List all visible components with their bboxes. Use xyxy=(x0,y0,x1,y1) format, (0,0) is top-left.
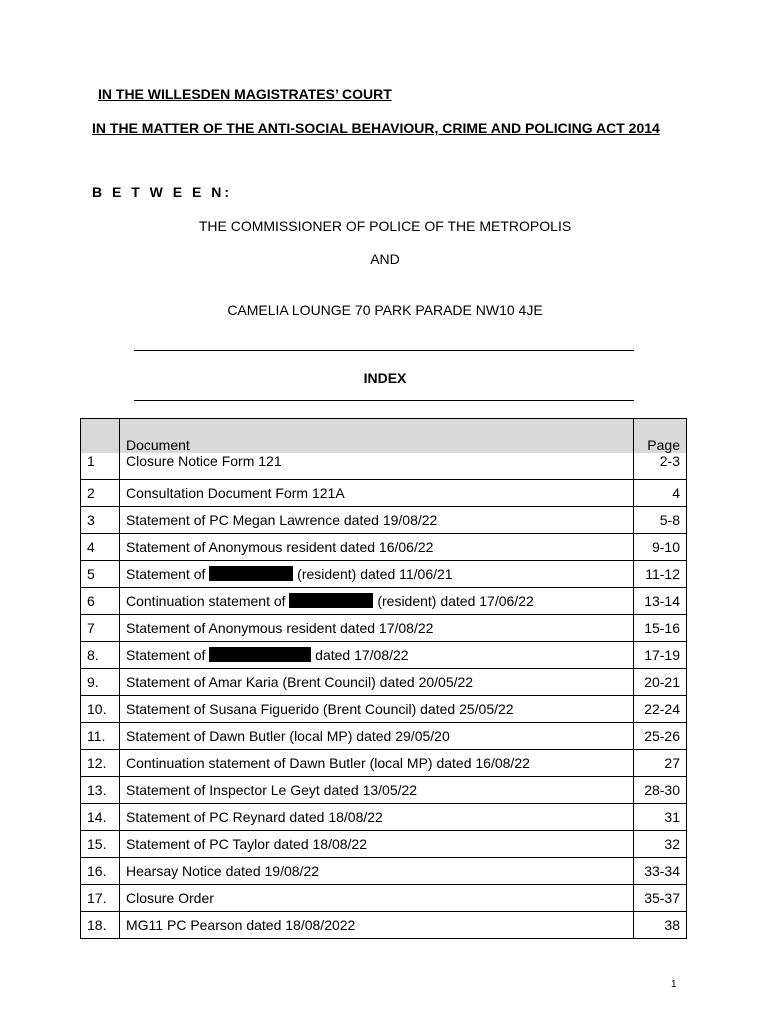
row-document xyxy=(120,642,634,669)
row-number: 6 xyxy=(81,588,120,615)
party-claimant: THE COMMISSIONER OF POLICE OF THE METROPOLIS xyxy=(198,218,572,234)
row-document: Closure Notice Form 121 xyxy=(120,453,634,480)
row-document: Statement of Anonymous resident dated 17/08/22 xyxy=(120,615,634,642)
divider-top xyxy=(134,350,634,351)
row-page: 5-8 xyxy=(634,507,687,534)
row-document: Continuation statement of Dawn Butler (local MP) dated 16/08/22 xyxy=(120,750,634,777)
document-text-prefix: Statement of xyxy=(126,566,210,582)
row-document: MG11 PC Pearson dated 18/08/2022 xyxy=(120,912,634,939)
table-row xyxy=(81,804,687,831)
row-document xyxy=(120,588,634,615)
table-row xyxy=(81,534,687,561)
row-number: 1 xyxy=(81,453,120,480)
document-text-suffix: (resident) dated 11/06/21 xyxy=(297,566,453,582)
table-row xyxy=(81,507,687,534)
table-row xyxy=(81,453,687,480)
header-number-cell xyxy=(81,419,120,454)
table-row xyxy=(81,561,687,588)
row-document: Statement of Amar Karia (Brent Council) dated 20/05/22 xyxy=(120,669,634,696)
row-number: 10. xyxy=(81,696,120,723)
row-document: Statement of PC Taylor dated 18/08/22 xyxy=(120,831,634,858)
matter-heading: IN THE MATTER OF THE ANTI-SOCIAL BEHAVIOUR, CRIME AND POLICING ACT 2014 xyxy=(92,120,660,136)
row-document: Statement of Dawn Butler (local MP) dated 29/05/20 xyxy=(120,723,634,750)
index-table xyxy=(80,418,687,939)
row-page: 17-19 xyxy=(634,642,687,669)
row-document: Consultation Document Form 121A xyxy=(120,480,634,507)
document-text-prefix: Statement of xyxy=(126,647,210,663)
row-page: 25-26 xyxy=(634,723,687,750)
row-number: 11. xyxy=(81,723,120,750)
row-page: 22-24 xyxy=(634,696,687,723)
document-text-suffix: (resident) dated 17/06/22 xyxy=(377,593,534,609)
table-row xyxy=(81,480,687,507)
row-page: 27 xyxy=(634,750,687,777)
row-page: 32 xyxy=(634,831,687,858)
table-row xyxy=(81,615,687,642)
row-number: 7 xyxy=(81,615,120,642)
row-number: 15. xyxy=(81,831,120,858)
table-row xyxy=(81,696,687,723)
row-document: Statement of PC Megan Lawrence dated 19/08/22 xyxy=(120,507,634,534)
table-row xyxy=(81,858,687,885)
table-row xyxy=(81,912,687,939)
table-row xyxy=(81,750,687,777)
table-row xyxy=(81,777,687,804)
and-label: AND xyxy=(370,251,400,267)
row-number: 17. xyxy=(81,885,120,912)
row-page: 35-37 xyxy=(634,885,687,912)
redaction-block xyxy=(209,647,311,662)
row-number: 18. xyxy=(81,912,120,939)
table-row xyxy=(81,588,687,615)
row-page: 31 xyxy=(634,804,687,831)
row-document: Statement of Anonymous resident dated 16/06/22 xyxy=(120,534,634,561)
row-page: 15-16 xyxy=(634,615,687,642)
row-page: 2-3 xyxy=(634,453,687,480)
row-page: 20-21 xyxy=(634,669,687,696)
row-page: 13-14 xyxy=(634,588,687,615)
row-page: 28-30 xyxy=(634,777,687,804)
table-row xyxy=(81,831,687,858)
row-number: 5 xyxy=(81,561,120,588)
row-document: Statement of Susana Figuerido (Brent Council) dated 25/05/22 xyxy=(120,696,634,723)
row-document xyxy=(120,561,634,588)
header-page-cell: Page xyxy=(634,419,687,454)
row-number: 13. xyxy=(81,777,120,804)
row-page: 33-34 xyxy=(634,858,687,885)
row-document: Statement of PC Reynard dated 18/08/22 xyxy=(120,804,634,831)
row-number: 4 xyxy=(81,534,120,561)
court-heading: IN THE WILLESDEN MAGISTRATES’ COURT xyxy=(98,86,392,102)
index-body xyxy=(81,453,687,939)
row-number: 14. xyxy=(81,804,120,831)
document-text-prefix: Continuation statement of xyxy=(126,593,290,609)
row-page: 11-12 xyxy=(634,561,687,588)
row-number: 12. xyxy=(81,750,120,777)
row-document: Statement of Inspector Le Geyt dated 13/05/22 xyxy=(120,777,634,804)
row-number: 3 xyxy=(81,507,120,534)
document-text-suffix: dated 17/08/22 xyxy=(315,647,409,663)
table-row xyxy=(81,669,687,696)
redaction-block xyxy=(289,593,373,608)
party-respondent: CAMELIA LOUNGE 70 PARK PARADE NW10 4JE xyxy=(227,302,543,318)
index-header-row xyxy=(81,419,687,454)
row-page: 9-10 xyxy=(634,534,687,561)
row-page: 38 xyxy=(634,912,687,939)
redaction-block xyxy=(209,566,293,581)
table-row xyxy=(81,642,687,669)
row-number: 16. xyxy=(81,858,120,885)
row-document: Closure Order xyxy=(120,885,634,912)
row-document: Hearsay Notice dated 19/08/22 xyxy=(120,858,634,885)
row-page: 4 xyxy=(634,480,687,507)
row-number: 8. xyxy=(81,642,120,669)
table-row xyxy=(81,723,687,750)
page-number: 1 xyxy=(671,979,677,990)
header-document-cell: Document xyxy=(120,419,634,454)
row-number: 9. xyxy=(81,669,120,696)
index-title: INDEX xyxy=(363,370,407,386)
table-row xyxy=(81,885,687,912)
between-label: B E T W E E N: xyxy=(92,184,232,200)
row-number: 2 xyxy=(81,480,120,507)
divider-bottom xyxy=(134,400,634,401)
